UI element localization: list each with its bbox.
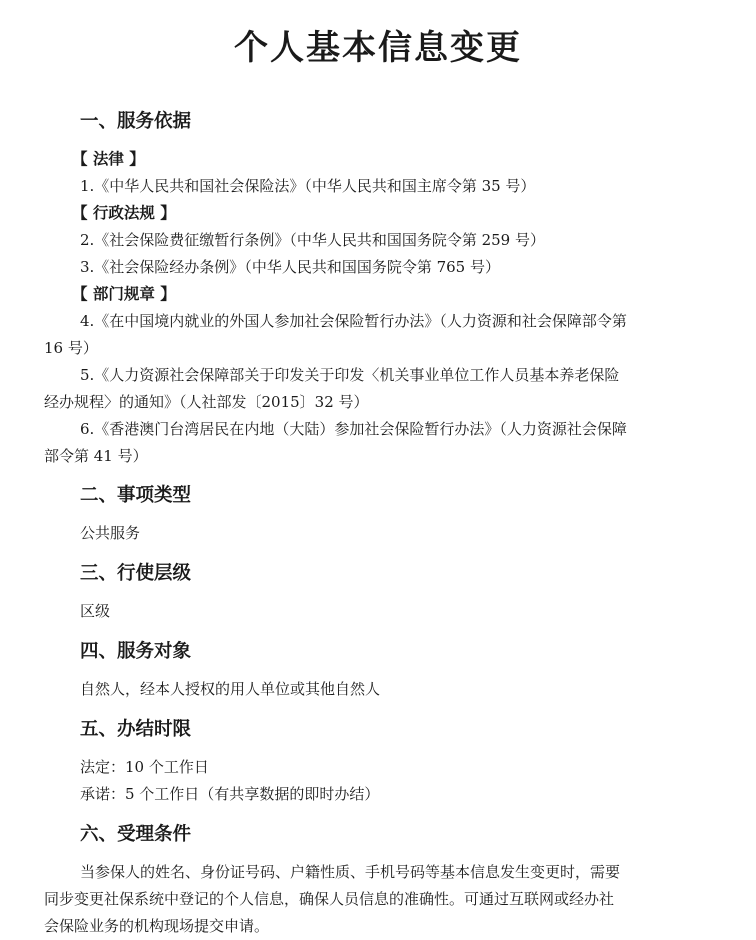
section-heading-basis: 一、服务依据 (80, 111, 192, 132)
admin-item-2: 2.《社会保险费征缴暂行条例》（中华人民共和国国务院令第 259 号） (80, 231, 545, 249)
dept-item-4: 4.《在中国境内就业的外国人参加社会保险暂行办法》（人力资源和社会保障部令第 (80, 312, 627, 330)
dept-item-6-cont: 部令第 41 号） (44, 447, 148, 465)
section-heading-conditions: 六、受理条件 (80, 824, 192, 845)
target-value: 自然人，经本人授权的用人单位或其他自然人 (80, 680, 381, 698)
dept-item-5: 5.《人力资源社会保障部关于印发关于印发〈机关事业单位工作人员基本养老保险 (80, 366, 620, 384)
level-value: 区级 (80, 602, 111, 620)
time-limit-promise: 承诺：5 个工作日（有共享数据的即时办结） (80, 785, 380, 803)
type-value: 公共服务 (80, 524, 141, 542)
conditions-line-1: 当参保人的姓名、身份证号码、户籍性质、手机号码等基本信息发生变更时，需要 (80, 863, 621, 881)
admin-item-3: 3.《社会保险经办条例》（中华人民共和国国务院令第 765 号） (80, 258, 500, 276)
dept-item-6: 6.《香港澳门台湾居民在内地（大陆）参加社会保险暂行办法》（人力资源社会保障 (80, 420, 627, 438)
section-heading-level: 三、行使层级 (80, 563, 192, 584)
conditions-line-3: 会保险业务的机构现场提交申请。 (44, 917, 270, 935)
time-limit-legal: 法定：10 个工作日 (80, 758, 209, 776)
conditions-line-2: 同步变更社保系统中登记的个人信息，确保人员信息的准确性。可通过互联网或经办社 (44, 890, 615, 908)
law-item-1: 1.《中华人民共和国社会保险法》（中华人民共和国主席令第 35 号） (80, 177, 536, 195)
subheading-dept: 【 部门规章 】 (72, 285, 176, 303)
subheading-admin: 【 行政法规 】 (72, 204, 176, 222)
page-title: 个人基本信息变更 (234, 28, 522, 68)
section-heading-target: 四、服务对象 (80, 641, 192, 662)
dept-item-5-cont: 经办规程〉的通知》（人社部发〔2015〕32 号） (44, 393, 369, 411)
section-heading-time-limit: 五、办结时限 (80, 719, 192, 740)
subheading-law: 【 法律 】 (72, 150, 145, 168)
section-heading-type: 二、事项类型 (80, 485, 192, 506)
dept-item-4-cont: 16 号） (44, 339, 98, 357)
